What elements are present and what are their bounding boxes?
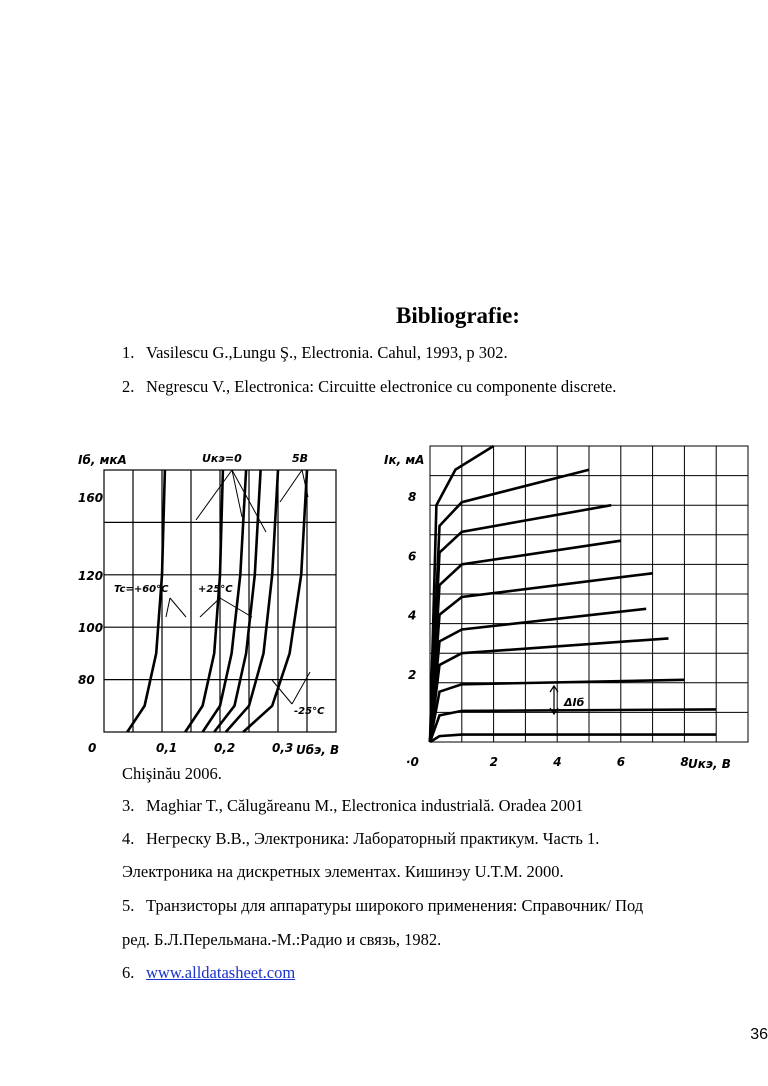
chart-2-curve-2 [430,709,716,742]
chart-2-x-tick: ·0 [406,755,419,769]
chart-2-x-tick: 8 [680,755,689,769]
bib-text: Транзисторы для аппаратуры широкого применения: Справочник/ Под [146,896,644,915]
chart-2-x-tick: 6 [616,755,626,769]
chart-1-y-tick: 120 [78,569,104,583]
chart-1-annotation-5b: 5B [292,452,309,465]
chart-1-ylabel: Iб, мкА [78,453,127,467]
chart-1-x-tick: 0 [88,741,97,755]
chart-1-x-tick: 0,1 [156,741,178,755]
bibliography-item-1 [122,343,508,363]
bibliography-item-3 [122,796,583,816]
chart-2-curve-4 [430,638,669,742]
bibliography-item-2 [122,377,616,397]
chart-1-annotation-tc60: Tc=+60°C [114,584,169,595]
chart-1-y-tick: 160 [78,491,104,505]
bib-number: 4. [122,829,135,848]
chart-1-x-tick: 0,2 [214,741,236,755]
bibliography-item-5 [122,896,643,916]
bibliography-item-4-continuation: Электроника на дискретных элементах. Кишинэу U.T.M. 2000. [122,862,564,881]
chart-1-xlabel: Uбэ, B [296,743,340,757]
bib-text: Vasilescu G.,Lungu Ş., Electronia. Cahul, 1993, p 302. [146,343,508,362]
output-characteristics-chart [384,440,768,775]
bib-text: Maghiar T., Călugăreanu M., Electronica industrială. Oradea 2001 [146,796,584,815]
chart-1-annotation-minus25: -25°C [294,706,325,717]
chart-2-curve-5 [430,609,646,742]
chart-2-curve-1 [430,735,716,742]
bibliography-item-5-continuation: ред. Б.Л.Перельмана.-М.:Радио и связь, 1982. [122,930,442,949]
bibliography-item-4 [122,829,599,849]
alldatasheet-link[interactable]: www.alldatasheet.com [146,963,296,982]
bib-number: 6. [122,963,135,982]
chart-1-grid [104,470,336,732]
page-heading: Bibliografie: [396,303,520,328]
bib-text: Негреску В.В., Электроника: Лабораторный практикум. Часть 1. [146,829,600,848]
bibliography-item-6 [122,963,295,983]
chart-2-y-tick: 2 [408,667,417,682]
bib-number: 2. [122,377,135,396]
chart-2-x-tick: 4 [553,755,562,769]
bib-number: 3. [122,796,135,815]
chart-1-x-tick: 0,3 [272,741,294,755]
chart-1-y-tick: 80 [78,673,95,687]
chart-1-y-tick: 100 [78,621,104,635]
bib-number: 1. [122,343,135,362]
bib-number: 5. [122,896,135,915]
bib-text: Negrescu V., Electronica: Circuitte electronice cu componente discrete. [146,377,617,396]
bibliography-item-2-continuation: Chişinău 2006. [122,764,222,783]
chart-2-y-tick: 6 [408,549,417,564]
chart-1-annotation-uke0: Uкэ=0 [202,452,242,465]
chart-2-x-tick: 2 [489,755,498,769]
chart-2-xlabel: Uкэ, B [688,757,731,771]
chart-2-annotation-delta-ib: ΔIб [564,696,585,709]
chart-2-curve-6 [430,573,653,742]
chart-2-y-tick: 8 [408,490,417,505]
page-number: 36 [750,1026,768,1043]
chart-2-y-tick: 4 [408,608,417,623]
chart-2-ylabel: Iк, мА [384,453,425,467]
chart-1-annotation-25: +25°C [198,584,233,595]
input-characteristics-chart [74,442,342,774]
